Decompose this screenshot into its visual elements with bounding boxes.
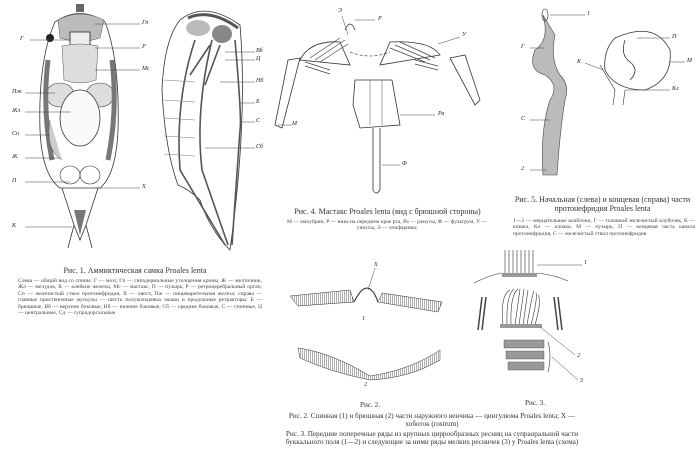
figure-3-caption: Рис. 3.: [524, 399, 546, 407]
label-g: Г: [20, 36, 24, 42]
figure-1-caption: Рис. 1. Аммиктическая самка Proales lenta: [63, 266, 207, 275]
label-b: Б: [256, 99, 260, 105]
label-p: П: [672, 34, 677, 40]
label-ts: Ц: [256, 56, 261, 62]
label-s: С: [256, 118, 261, 124]
label-s: С: [521, 116, 526, 122]
label-pzh: Пж: [12, 89, 22, 95]
figure-2: [270, 260, 470, 410]
label-vb: Вб: [256, 48, 263, 54]
label-zh: Ж: [12, 154, 18, 160]
label-2: 2: [521, 166, 524, 172]
figure-2-caption: Рис. 2.: [359, 401, 381, 409]
figure-2-legend: Рис. 2. Спинная (1) и брюшная (2) части наружного венчика — цингулюма Proales lenta; Х — хоботок (rostrum): [288, 412, 576, 429]
figure-4-mastax-drawing: [270, 0, 505, 200]
figure-2-cingulum-drawing: [270, 260, 470, 400]
label-1: 1: [584, 260, 587, 266]
label-g: Г: [521, 44, 525, 50]
label-m: М: [292, 121, 297, 127]
label-r: Р: [142, 44, 146, 50]
label-kl: Кл: [672, 86, 679, 92]
label-r: Р: [378, 16, 382, 22]
label-k: К: [12, 223, 16, 229]
figure-5: [505, 0, 700, 245]
label-3: 3: [580, 378, 583, 384]
figure-5-protonephridium-drawing: [505, 0, 700, 185]
label-1: 1: [362, 316, 365, 322]
figure-1: [0, 0, 270, 340]
label-u: У: [462, 32, 467, 38]
figure-5-caption: Рис. 5. Начальная (слева) и концевая (справа) части протонефридия Proales lenta: [514, 195, 691, 213]
label-e: Э: [338, 8, 342, 14]
figure-4-legend: М — мanубрии, Р — вика на переднем крае рта, Ра — рамусы, Ф — фульгрум, У — ункусы, Э — эпифаринкс: [286, 219, 488, 232]
label-nb: Нб: [256, 78, 264, 84]
label-f: Ф: [402, 161, 407, 167]
figure-4-caption: Рис. 4. Мастакс Proales lenta (вид с брюшной стороны): [294, 207, 481, 216]
label-2: 2: [577, 353, 580, 359]
figure-3-cilia-drawing: [470, 245, 610, 395]
figure-3: [470, 245, 610, 395]
figure-4: [270, 0, 505, 250]
figure-5-legend: 1—2 — мерцательные колбочки, Г — головной железистый клубочек, К — кишка, Кл — клоака, М — пузырь, П — концевая часть канала протонефридия, С — железистый ствол протонефридия: [513, 218, 695, 237]
label-kh: Х: [142, 184, 146, 190]
label-ra: Ра: [438, 111, 445, 117]
label-k: К: [577, 59, 581, 65]
label-1: 1: [587, 11, 590, 17]
label-ms: Мс: [142, 66, 150, 72]
figure-3-legend: Рис. 3. Передние поперечные ряды из крупных циррообразных ресниц на супраоральной части буккального поля (1—2) и следующие за ними ряды мелких ресничек (3) у Proales lenta (схема): [285, 430, 579, 447]
figure-1-legend: Слева — общий вид со спины: Г — мозг, Гп — гиподермальные утолщения кроны, Ж — желточник, Жл — желудок, К — клейкие железы, Мс — мастакс, П — пузырь, Р — ретроцеребральный орган, Сп — железистый ствол протонефридия, Х — хвост, Пж — пищеварительная железа; справа — главные пристеночные мускулы — шесть полукольцевых мышц и продольные ретракторы: Б — брюшные, Вб — верхние боковые, Нб — нижние боковые, Сб — средние боковые, С — спинные, Ц — центральные, Сд — супрадорсальные: [18, 278, 262, 317]
label-sb: Сб: [256, 144, 264, 150]
label-zhl: Жл: [12, 108, 21, 114]
label-2: 2: [364, 382, 367, 388]
label-gp: Гп: [142, 20, 149, 26]
figure-1-lateral-drawing: [150, 0, 270, 260]
label-kh: Х: [374, 262, 378, 268]
label-p: П: [12, 178, 17, 184]
label-sp: Сп: [12, 131, 20, 137]
label-m: М: [687, 58, 692, 64]
